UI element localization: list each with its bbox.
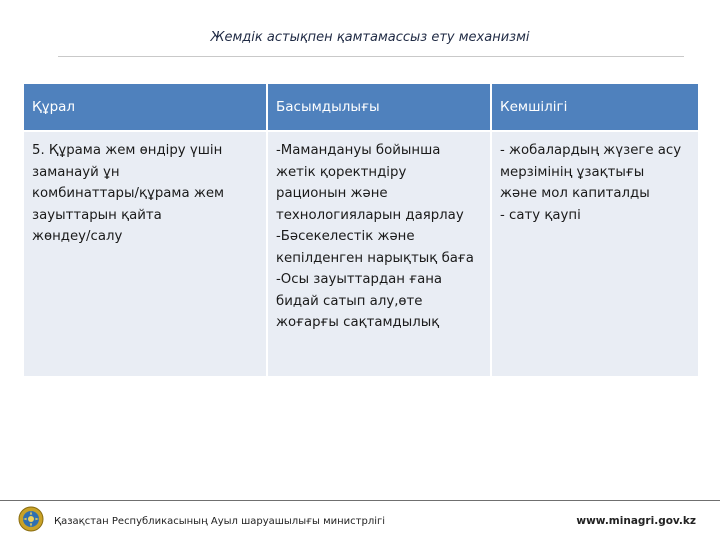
cell-line: мерзімінің ұзақтығы [500, 164, 645, 180]
cell-line: жоғарғы сақтамдылық [276, 315, 440, 330]
cell-line: -Осы зауыттардан ғана [276, 272, 443, 287]
cell-line: -Мамандануы бойынша [276, 143, 441, 158]
cell-line: - сату қаупі [500, 207, 581, 223]
cell-tool [23, 131, 267, 377]
cell-drawback [491, 131, 699, 377]
mechanism-table [22, 82, 700, 378]
cell-line: зауыттарын қайта [32, 207, 162, 223]
cell-line: -Бәсекелестік және [276, 229, 415, 244]
cell-line: - жобалардың жүзеге асу [500, 143, 682, 158]
footer-divider [0, 500, 720, 501]
header-priority: Басымдылығы [267, 83, 491, 131]
cell-line: комбинаттары/құрама жем [32, 186, 225, 201]
cell-priority [267, 131, 491, 377]
cell-line: және мол капиталды [500, 186, 650, 201]
mechanism-table-container [22, 82, 698, 378]
cell-line: кепілденген нарықтық баға [276, 250, 474, 266]
cell-line: заманауй ұн [32, 164, 120, 180]
footer-ministry-name: Қазақстан Республикасының Ауыл шаруашылығы министрлігі [54, 516, 386, 527]
cell-line: рационын және [276, 186, 388, 201]
emblem-icon [18, 506, 44, 532]
table-header-row [23, 83, 699, 131]
footer-website-link[interactable]: www.minagri.gov.kz [576, 515, 696, 527]
cell-line: жетік қоректндіру [276, 164, 407, 180]
slide-title: Жемдік астықпен қамтамассыз ету механизмі [210, 30, 530, 45]
header-drawback: Кемшілігі [491, 83, 699, 131]
table-row [23, 131, 699, 377]
cell-line: 5. Құрама жем өндіру үшін [32, 143, 223, 158]
header-tool: Құрал [23, 83, 267, 131]
cell-line: жөндеу/салу [32, 229, 123, 244]
title-divider [58, 56, 684, 57]
cell-line: технологияларын даярлау [276, 207, 464, 223]
cell-line: бидай сатып алу,өте [276, 293, 423, 309]
